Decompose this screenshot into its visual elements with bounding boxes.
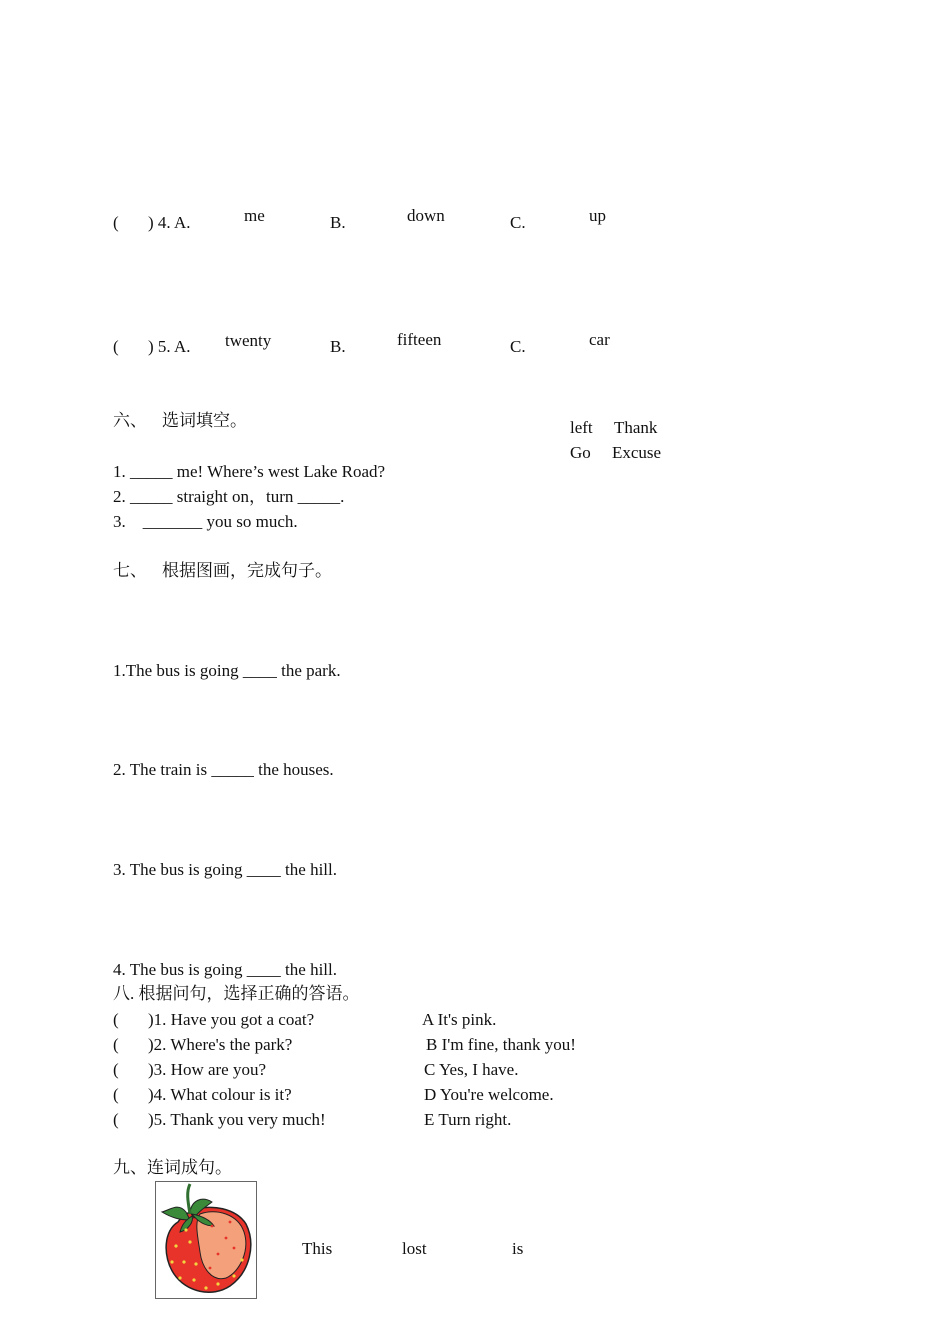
option-b: down — [407, 206, 445, 225]
picture-sentence: 2. The train is _____ the houses. — [113, 760, 334, 779]
option-b-label: B. — [330, 337, 346, 356]
answer-paren: ( — [113, 1110, 119, 1129]
word-bank-word: Thank — [614, 418, 658, 437]
option-b-label: B. — [330, 213, 346, 232]
picture-sentence: 3. The bus is going ____ the hill. — [113, 860, 337, 879]
match-question: )2. Where's the park? — [148, 1035, 293, 1054]
scrambled-word: is — [512, 1239, 524, 1258]
option-c-label: C. — [510, 337, 526, 356]
scrambled-word: This — [302, 1239, 333, 1258]
answer-paren: ( — [113, 1085, 119, 1104]
option-a: me — [244, 206, 265, 225]
section-heading: 九、连词成句。 — [113, 1158, 232, 1177]
word-bank-word: Excuse — [612, 443, 662, 462]
match-question: )5. Thank you very much! — [148, 1110, 326, 1129]
scrambled-word: lost — [402, 1239, 427, 1258]
match-question: )1. Have you got a coat? — [148, 1010, 315, 1029]
match-question: )4. What colour is it? — [148, 1085, 292, 1104]
fill-blank-item: 1. _____ me! Where’s west Lake Road? — [113, 462, 386, 481]
answer-paren: ( — [113, 1035, 119, 1054]
question-number: ) 4. A. — [148, 213, 191, 232]
section-heading: 根据图画，完成句子。 — [162, 561, 332, 580]
option-c-label: C. — [510, 213, 526, 232]
picture-sentence: 1.The bus is going ____ the park. — [113, 661, 341, 680]
picture-sentence: 4. The bus is going ____ the hill. — [113, 960, 337, 979]
answer-paren: ( — [113, 1060, 119, 1079]
section-heading: 八. 根据问句，选择正确的答语。 — [113, 984, 360, 1003]
answer-paren: ( — [113, 213, 119, 232]
match-answer: D You're welcome. — [424, 1085, 554, 1104]
option-a: twenty — [225, 331, 272, 350]
option-c: car — [589, 330, 610, 349]
section-heading: 选词填空。 — [162, 411, 247, 430]
fill-blank-item: 3. _______ you so much. — [113, 512, 298, 531]
section-number: 六、 — [113, 411, 147, 430]
answer-paren: ( — [113, 1010, 119, 1029]
match-question: )3. How are you? — [148, 1060, 267, 1079]
match-answer: C Yes, I have. — [424, 1060, 519, 1079]
word-bank-word: Go — [570, 443, 591, 462]
answer-paren: ( — [113, 337, 119, 356]
strawberry-icon — [156, 1182, 256, 1298]
section-number: 七、 — [113, 561, 147, 580]
fill-blank-item: 2. _____ straight on，turn _____. — [113, 487, 345, 506]
question-number: ) 5. A. — [148, 337, 191, 356]
match-answer: B I'm fine, thank you! — [426, 1035, 576, 1054]
option-c: up — [589, 206, 606, 225]
strawberry-picture — [155, 1181, 257, 1299]
match-answer: A It's pink. — [422, 1010, 497, 1029]
match-answer: E Turn right. — [424, 1110, 512, 1129]
option-b: fifteen — [397, 330, 442, 349]
word-bank-word: left — [570, 418, 593, 437]
